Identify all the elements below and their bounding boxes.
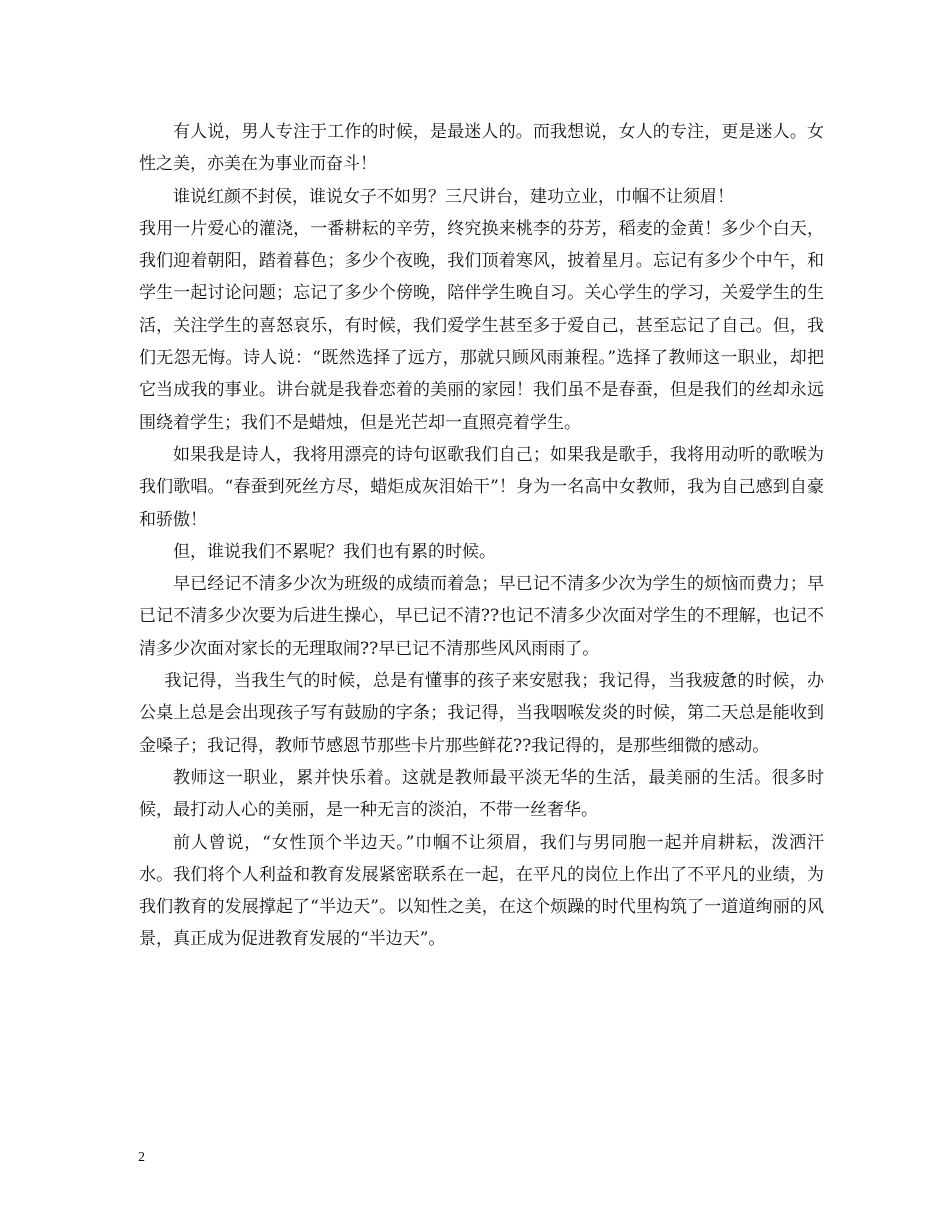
paragraph-7: 我记得，当我生气的时候，总是有懂事的孩子来安慰我；我记得，当我疲惫的时候，办公桌上总是会出现孩子写有鼓励的字条；我记得，当我咽喉发炎的时候，第二天总是能收到金嗓子；我记得，教师节感恩节那些卡片那些鲜花??我记得的，是那些细微的感动。 (139, 671, 824, 756)
paragraph-4: 如果我是诗人，我将用漂亮的诗句讴歌我们自己；如果我是歌手，我将用动听的歌喉为我们歌唱。“春蚕到死丝方尽，蜡炬成灰泪始干”！身为一名高中女教师，我为自己感到自豪和骄傲！ (139, 444, 824, 530)
paragraph-1: 有人说，男人专注于工作的时候，是最迷人的。而我想说，女人的专注，更是迷人。女性之美，亦美在为事业而奋斗！ (139, 122, 824, 175)
paragraph-8: 教师这一职业，累并快乐着。这就是教师最平淡无华的生活，最美丽的生活。很多时候，最打动人心的美丽，是一种无言的淡泊，不带一丝奢华。 (139, 767, 824, 821)
paragraph-3: 我用一片爱心的灌浇，一番耕耘的辛劳，终究换来桃李的芬芳，稻麦的金黄！多少个白天，我们迎着朝阳，踏着暮色；多少个夜晚，我们顶着寒风，披着星月。忘记有多少个中午，和学生一起讨论问题；忘记了多少个傍晚，陪伴学生晚自习。关心学生的学习，关爱学生的生活，关注学生的喜怒哀乐，有时候，我们爱学生甚至多于爱自己，甚至忘记了自己。但，我们无怨无悔。诗人说：“既然选择了远方，那就只顾风雨兼程。”选择了教师这一职业，却把它当成我的事业。讲台就是我眷恋着的美丽的家园！我们虽不是春蚕，但是我们的丝却永远围绕着学生；我们不是蜡烛，但是光芒却一直照亮着学生。 (139, 218, 824, 433)
document-body (139, 116, 824, 956)
paragraph-6: 早已经记不清多少次为班级的成绩而着急；早已记不清多少次为学生的烦恼而费力；早已记不清多少次要为后进生操心，早已记不清??也记不清多少次面对学生的不理解，也记不清多少次面对家长的无理取闹??早已记不清那些风风雨雨了。 (139, 574, 824, 659)
paragraph-9: 前人曾说，“女性顶个半边天。”巾帼不让须眉，我们与男同胞一起并肩耕耘，泼洒汗水。我们将个人利益和教育发展紧密联系在一起，在平凡的岗位上作出了不平凡的业绩，为我们教育的发展撑起了“半边天”。以知性之美，在这个烦躁的时代里构筑了一道道绚丽的风景，真正成为促进教育发展的“半边天”。 (139, 832, 824, 950)
paragraph-2: 谁说红颜不封侯，谁说女子不如男？三尺讲台，建功立业，巾帼不让须眉！ (173, 186, 734, 207)
page-number: 2 (138, 1150, 145, 1165)
paragraph-5: 但，谁说我们不累呢？我们也有累的时候。 (173, 541, 496, 562)
